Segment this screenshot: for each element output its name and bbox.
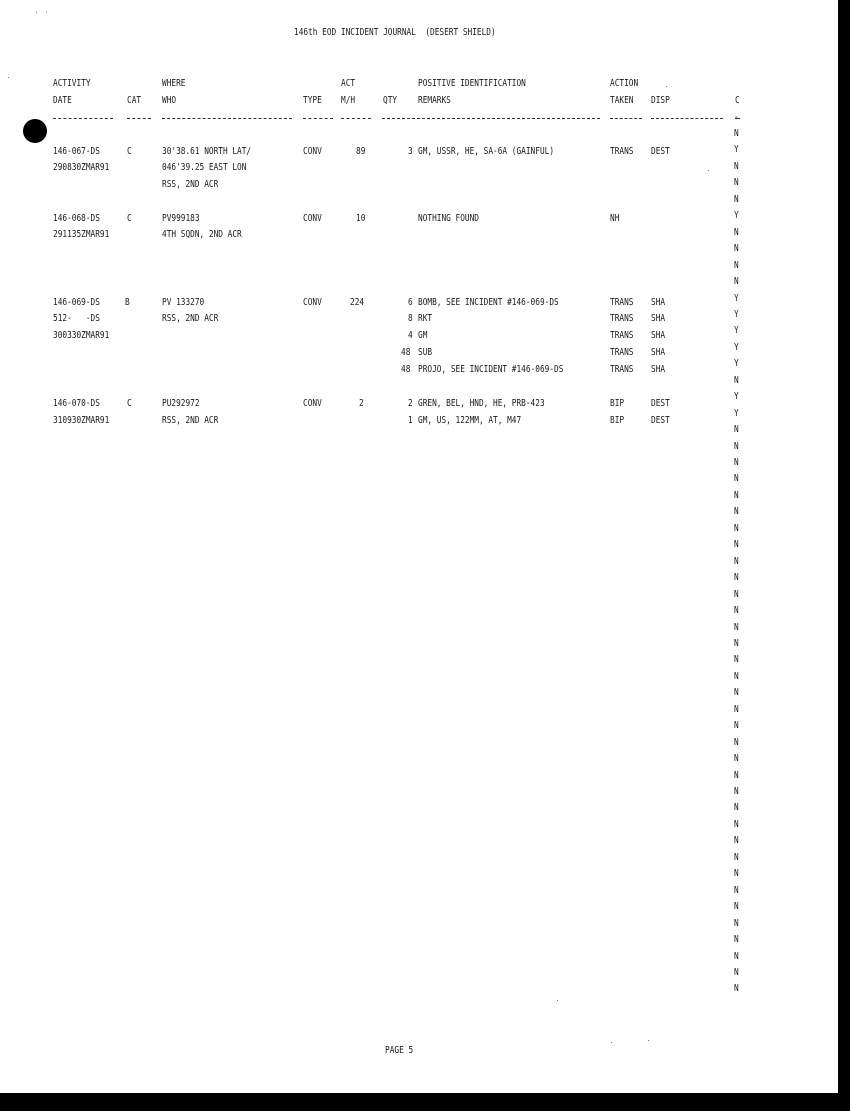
item-remarks: SUB (418, 347, 433, 358)
col-date: DATE (53, 95, 72, 106)
item-disp: SHA (651, 347, 666, 358)
header-rule (162, 118, 292, 119)
col-disp: DISP (651, 95, 670, 106)
incident-cat: B (125, 297, 130, 308)
col-mh: M/H (341, 95, 356, 106)
header-rule (303, 118, 333, 119)
c-flag: N (734, 193, 739, 205)
incident-id: 146-070-DS (53, 398, 100, 409)
c-flag: N (734, 374, 739, 386)
c-flag: N (734, 654, 739, 666)
col-act: ACT (341, 78, 356, 89)
c-flag: N (734, 835, 739, 847)
c-flag: N (734, 555, 739, 567)
header-rule (341, 118, 371, 119)
incident-who: RSS, 2ND ACR (162, 415, 219, 426)
c-flag: N (734, 983, 739, 995)
incident-dtg: 300330ZMAR91 (53, 330, 110, 341)
incident-id: 146-069-DS (53, 297, 100, 308)
c-flag: N (734, 637, 739, 649)
col-cat: CAT (127, 95, 142, 106)
scan-speck (648, 1040, 649, 1041)
incident-where: PV999183 (162, 213, 200, 224)
c-flag: N (734, 572, 739, 584)
header-rule (127, 118, 151, 119)
c-flag: N (734, 950, 739, 962)
incident-where: PU292972 (162, 398, 200, 409)
header-rule (53, 118, 113, 119)
c-flag: Y (734, 210, 739, 222)
c-flag: N (734, 670, 739, 682)
c-flag: N (734, 522, 739, 534)
item-action: TRANS (610, 347, 634, 358)
c-flag: N (734, 818, 739, 830)
item-qty: 48 (401, 347, 411, 358)
incident-who: 4TH SQDN, 2ND ACR (162, 229, 242, 240)
c-flag: N (734, 259, 739, 271)
item-disp: DEST (651, 146, 670, 157)
incident-who: RSS, 2ND ACR (162, 313, 219, 324)
c-flag: N (734, 243, 739, 255)
c-flag: N (734, 424, 739, 436)
item-action: BIP (610, 398, 625, 409)
item-action: NH (610, 213, 620, 224)
c-flag: N (734, 440, 739, 452)
incident-type: CONV (303, 398, 322, 409)
col-where: WHERE (162, 78, 186, 89)
incident-where: 30'38.61 NORTH LAT/ (162, 146, 252, 157)
item-disp: SHA (651, 313, 666, 324)
c-flag: N (734, 884, 739, 896)
c-flag: Y (734, 341, 739, 353)
c-flag: Y (734, 391, 739, 403)
item-action: TRANS (610, 364, 634, 375)
incident-where: PV 133270 (162, 297, 205, 308)
c-flag: N (734, 160, 739, 172)
incident-dtg: 310930ZMAR91 (53, 415, 110, 426)
c-flag: N (734, 473, 739, 485)
punch-hole (23, 119, 47, 143)
c-flag: N (734, 736, 739, 748)
journal-title: 146th EOD INCIDENT JOURNAL (DESERT SHIELD) (294, 27, 496, 38)
item-remarks: NOTHING FOUND (418, 213, 479, 224)
col-qty: QTY (383, 95, 398, 106)
item-disp: SHA (651, 330, 666, 341)
incident-id: 146-067-DS (53, 146, 100, 157)
c-flag: N (734, 901, 739, 913)
incident-cat: C (127, 213, 132, 224)
header-rule (610, 118, 642, 119)
c-flag: N (734, 687, 739, 699)
c-flag: N (734, 621, 739, 633)
item-disp: SHA (651, 297, 666, 308)
c-flag: N (734, 177, 739, 189)
incident-who: RSS, 2ND ACR (162, 179, 219, 190)
scan-border-right (838, 0, 850, 1111)
page-number: PAGE 5 (385, 1045, 414, 1056)
c-flag: N (734, 802, 739, 814)
col-c: C (735, 95, 740, 106)
c-flag: N (734, 128, 739, 139)
item-qty: 2 (408, 398, 413, 409)
col-activity: ACTIVITY (53, 78, 91, 89)
scan-speck (708, 170, 709, 171)
c-flag: N (734, 934, 739, 946)
incident-id: 146-068-DS (53, 213, 100, 224)
incident-dtg: 290830ZMAR91 (53, 162, 110, 173)
incident-mh: 2 (359, 398, 364, 409)
item-action: TRANS (610, 330, 634, 341)
c-flag: Y (734, 325, 739, 337)
c-flag: Y (734, 308, 739, 320)
c-flag: N (734, 868, 739, 880)
incident-where: 046'39.25 EAST LON (162, 162, 247, 173)
header-rule (651, 118, 723, 119)
item-disp: SHA (651, 364, 666, 375)
item-remarks: PROJO, SEE INCIDENT #146-069-DS (418, 364, 564, 375)
col-who: WHO (162, 95, 177, 106)
c-flag: N (734, 588, 739, 600)
c-flag: N (734, 966, 739, 978)
c-flag: N (734, 769, 739, 781)
col-type: TYPE (303, 95, 322, 106)
c-flag: N (734, 489, 739, 501)
item-remarks: RKT (418, 313, 433, 324)
scan-border-bottom (0, 1093, 850, 1111)
c-flag: N (734, 703, 739, 715)
scan-speck (666, 86, 667, 87)
item-qty: 1 (408, 415, 413, 426)
c-flag: N (734, 539, 739, 551)
item-qty: 48 (401, 364, 411, 375)
item-remarks: GM, USSR, HE, SA-6A (GAINFUL) (418, 146, 555, 157)
c-flag: N (734, 753, 739, 765)
col-positive-id: POSITIVE IDENTIFICATION (418, 78, 526, 89)
item-qty: 8 (408, 313, 413, 324)
scan-speck (557, 1000, 558, 1001)
col-remarks: REMARKS (418, 95, 451, 106)
incident-cat: C (127, 146, 132, 157)
incident-id-alt: 512- -DS (53, 313, 100, 324)
item-remarks: GREN, BEL, HND, HE, PRB-423 (418, 398, 545, 409)
c-flag: Y (734, 407, 739, 419)
scan-speck (36, 12, 37, 13)
item-qty: 4 (408, 330, 413, 341)
c-flag: N (734, 605, 739, 617)
incident-type: CONV (303, 146, 322, 157)
c-flag: N (734, 457, 739, 468)
scan-speck (8, 77, 9, 78)
item-remarks: BOMB, SEE INCIDENT #146-069-DS (418, 297, 559, 308)
item-qty: 6 (408, 297, 413, 308)
col-taken: TAKEN (610, 95, 634, 106)
incident-mh: 10 (356, 213, 366, 224)
item-remarks: GM, US, 122MM, AT, M47 (418, 415, 522, 426)
c-flag: N (734, 276, 739, 288)
item-disp: DEST (651, 398, 670, 409)
c-rule: - (734, 112, 739, 123)
incident-mh: 89 (356, 146, 366, 157)
c-flag: N (734, 851, 739, 863)
scan-speck (46, 12, 47, 13)
item-action: TRANS (610, 297, 634, 308)
incident-type: CONV (303, 297, 322, 308)
header-rule (382, 118, 600, 119)
item-qty: 3 (408, 146, 413, 157)
c-flag: N (734, 226, 739, 238)
incident-dtg: 291135ZMAR91 (53, 229, 110, 240)
c-flag: Y (734, 144, 739, 156)
col-action: ACTION (610, 78, 639, 89)
item-action: TRANS (610, 146, 634, 157)
c-flag: Y (734, 292, 739, 304)
c-flag: Y (734, 358, 739, 370)
c-flag: N (734, 720, 739, 732)
c-flag: N (734, 786, 739, 797)
c-flag: N (734, 506, 739, 518)
incident-mh: 224 (350, 297, 365, 308)
scan-speck (611, 1042, 612, 1043)
item-remarks: GM (418, 330, 428, 341)
incident-type: CONV (303, 213, 322, 224)
item-disp: DEST (651, 415, 670, 426)
item-action: BIP (610, 415, 625, 426)
incident-cat: C (127, 398, 132, 409)
item-action: TRANS (610, 313, 634, 324)
c-flag: N (734, 917, 739, 929)
